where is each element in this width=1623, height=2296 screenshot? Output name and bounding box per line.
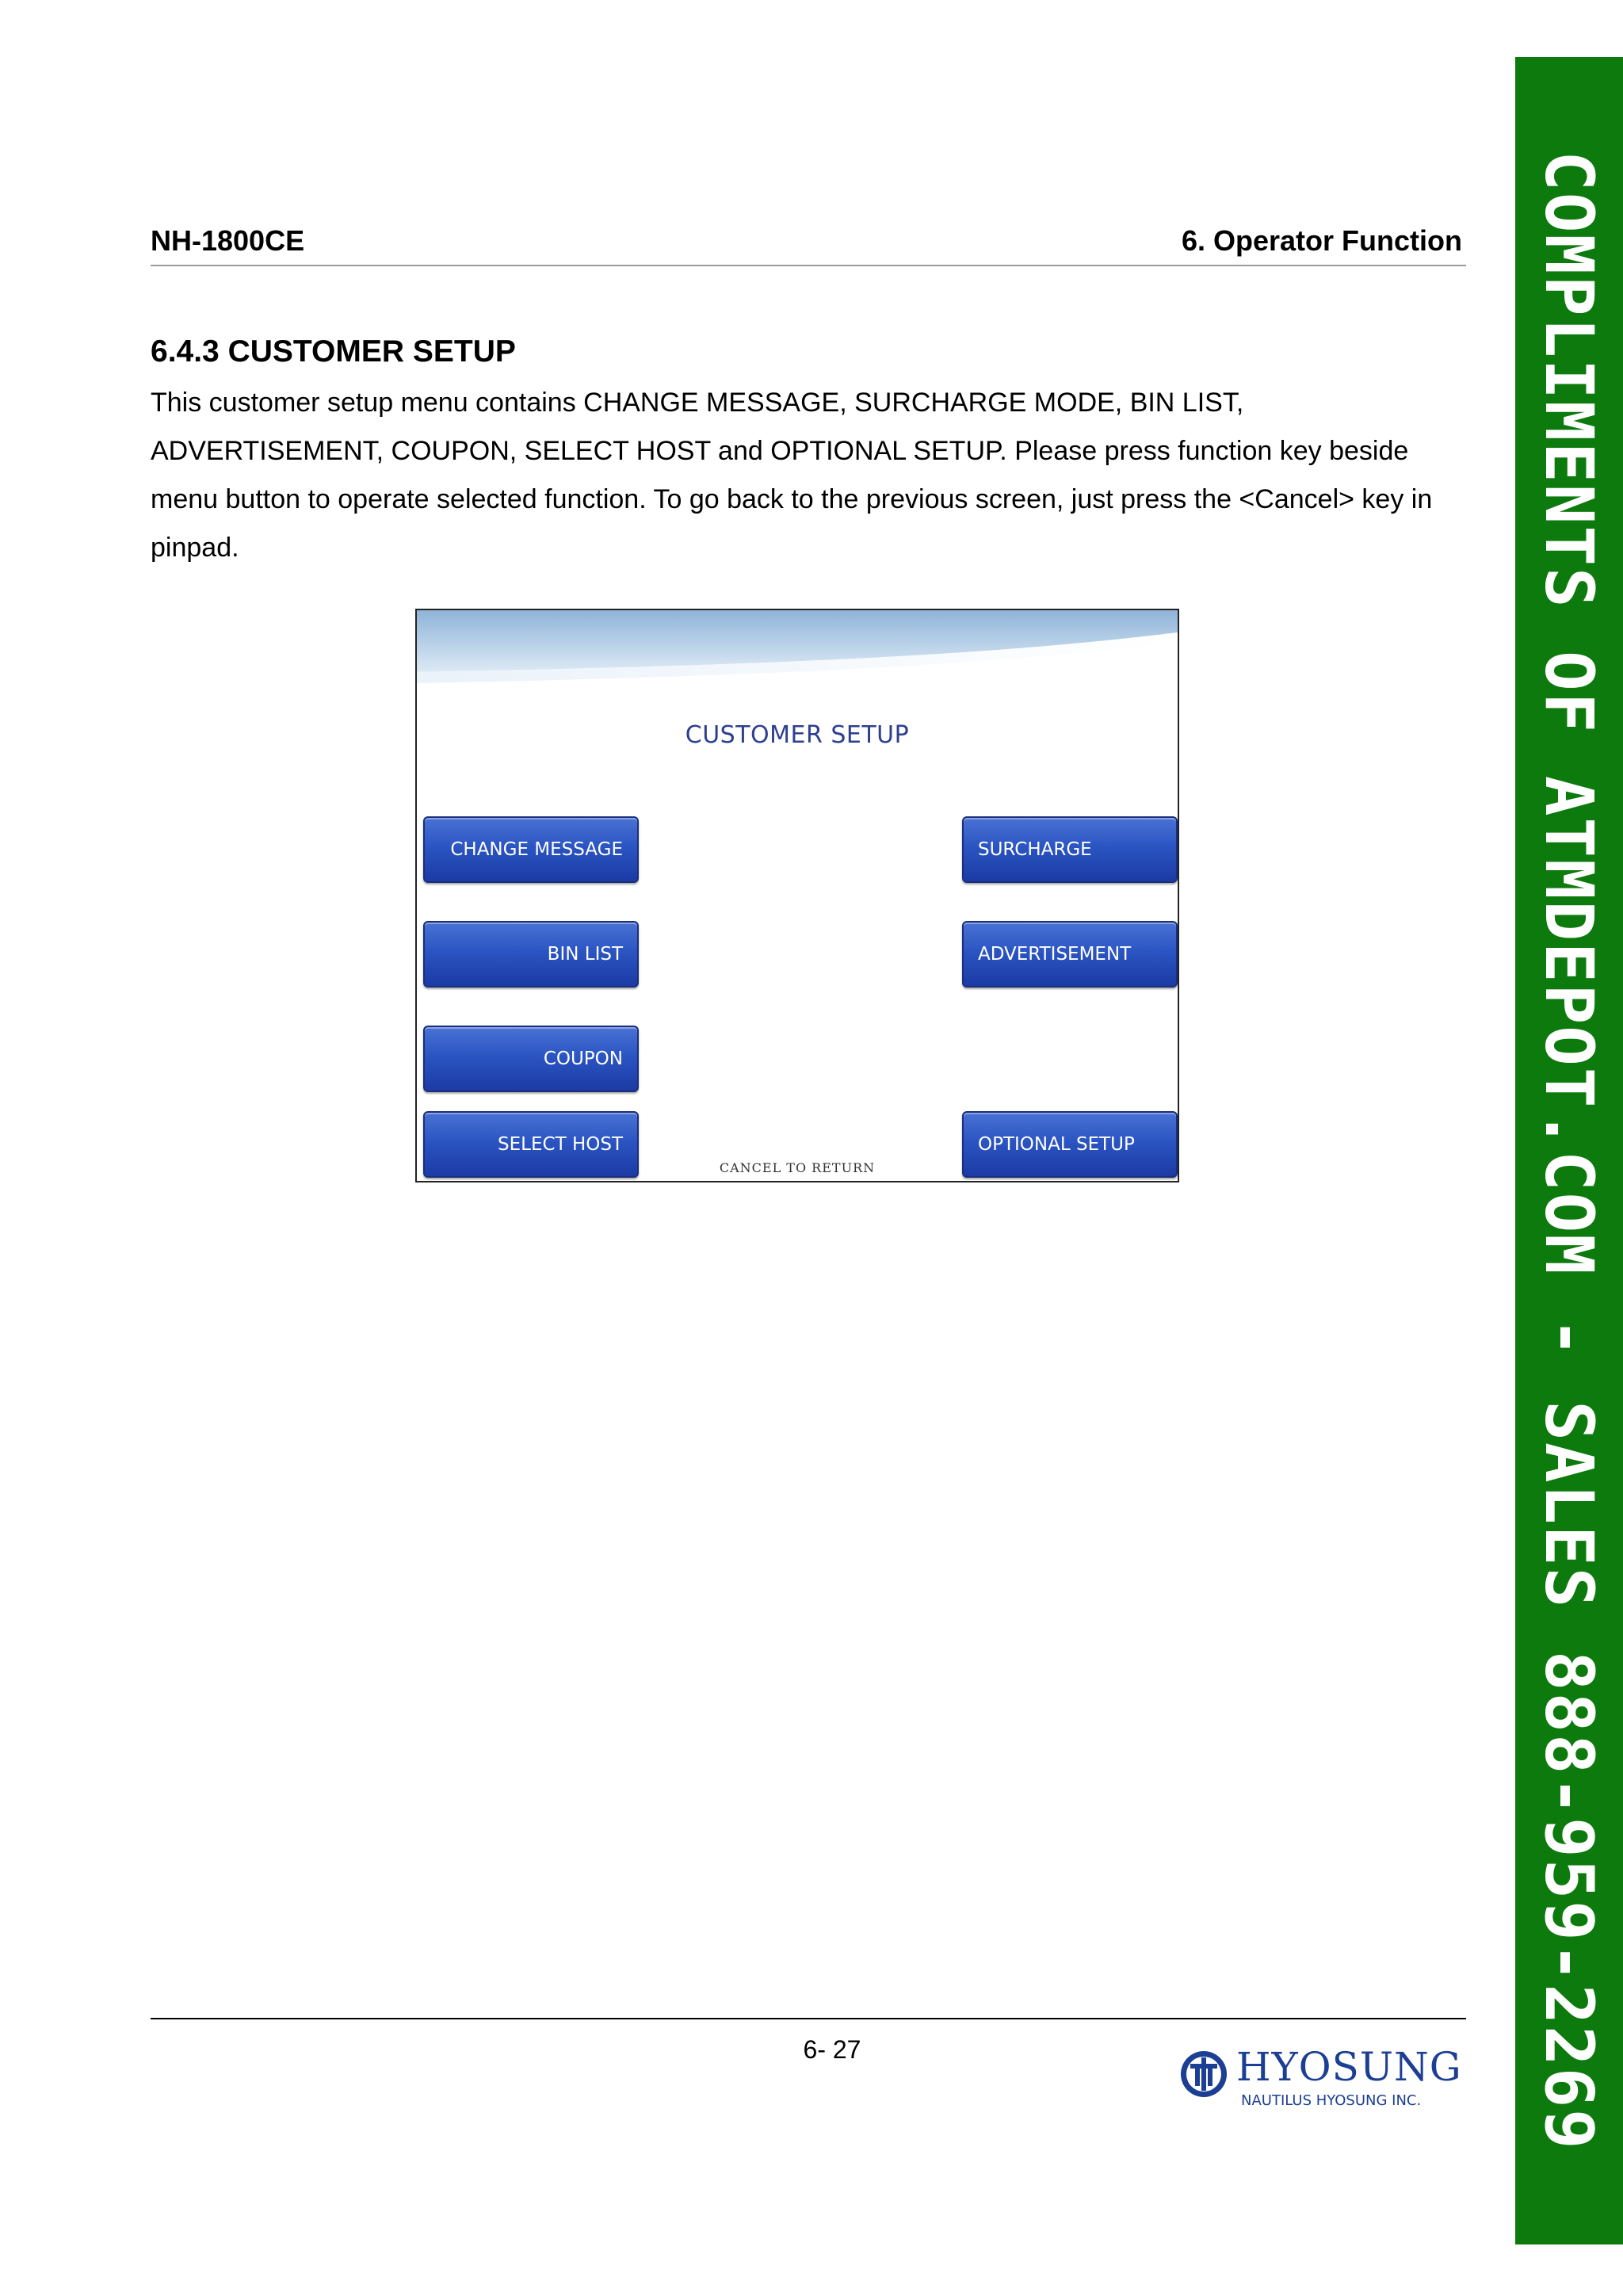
side-banner [1515,57,1623,2244]
cancel-hint: CANCEL TO RETURN [719,1160,876,1175]
header-divider [151,265,1466,266]
coupon-button[interactable]: COUPON [423,1026,639,1092]
section-body: This customer setup menu contains CHANGE MESSAGE, SURCHARGE MODE, BIN LIST, ADVERTISEMENT, COUPON, SELECT HOST and OPTIONAL SETUP. Please press function key beside menu button to operate selected function. To go back to the previous screen, just press the <Cancel> key in pinpad. [151,388,1433,563]
logo-name: HYOSUNG [1236,2044,1462,2090]
footer-divider [151,2018,1466,2019]
document-model: NH-1800CE [151,224,305,257]
advertisement-button[interactable]: ADVERTISEMENT [962,921,1178,988]
bin-list-button[interactable]: BIN LIST [423,921,639,988]
header-wave-graphic [417,610,1178,697]
section-title: 6.4.3 CUSTOMER SETUP [151,334,516,369]
optional-setup-button[interactable]: OPTIONAL SETUP [962,1111,1178,1178]
banner-text: COMPLIMENTS OF ATMDEPOT.COM - SALES 888-959-2269 [1530,151,1608,2151]
atm-screen [415,609,1179,1182]
logo-subtitle: NAUTILUS HYOSUNG INC. [1241,2092,1422,2109]
change-message-button[interactable]: CHANGE MESSAGE [423,816,639,883]
hyosung-emblem-icon [1179,2050,1228,2099]
page-number: 6- 27 [803,2035,861,2064]
hyosung-logo [1179,2044,1465,2116]
chapter-title: 6. Operator Function [1181,224,1462,257]
surcharge-button[interactable]: SURCHARGE [962,816,1178,883]
atm-screen-title: CUSTOMER SETUP [685,721,910,749]
select-host-button[interactable]: SELECT HOST [423,1111,639,1178]
